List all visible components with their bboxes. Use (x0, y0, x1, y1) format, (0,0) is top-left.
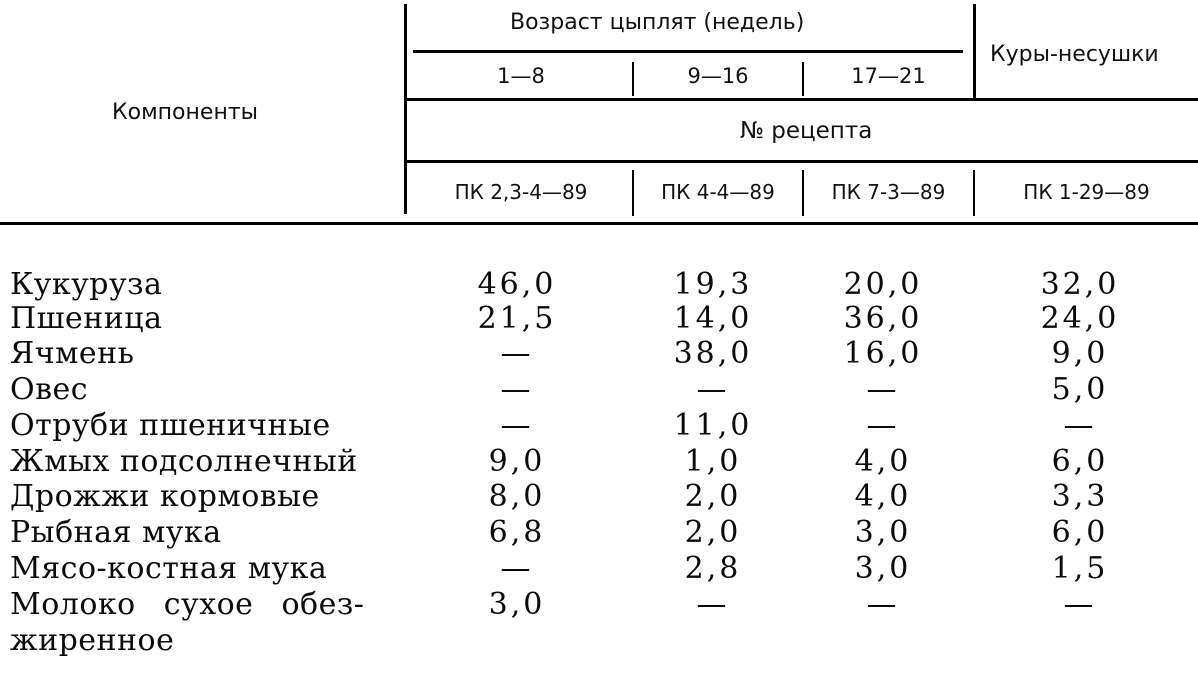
components-header: Компоненты (112, 100, 259, 125)
value-cell: — (696, 372, 730, 407)
table-row (0, 588, 1198, 622)
component-name: Отруби пшеничные (10, 408, 331, 443)
component-name: Молоко сухое обез- (10, 587, 365, 622)
value-cell: 14,0 (673, 301, 753, 336)
value-cell: 24,0 (1040, 301, 1120, 336)
value-cell: 3,0 (854, 551, 912, 586)
table-row (0, 552, 1198, 586)
value-cell: 6,8 (488, 515, 546, 550)
value-cell: 4,0 (854, 444, 912, 479)
recipe-label-header: № рецепта (740, 118, 873, 144)
value-cell: 38,0 (673, 336, 753, 371)
component-name: Жмых подсолнечный (10, 444, 358, 479)
table-row (0, 302, 1198, 336)
component-name: жиренное (10, 623, 175, 658)
header-bottom-rule (0, 222, 1198, 225)
value-cell: — (500, 408, 534, 443)
value-cell: — (866, 587, 900, 622)
table-row (0, 409, 1198, 443)
value-cell: 2,0 (684, 479, 742, 514)
age-3-header: 17—21 (851, 64, 926, 88)
value-cell: 36,0 (843, 301, 923, 336)
component-name: Дрожжи кормовые (10, 479, 320, 514)
table-row (0, 268, 1198, 302)
table-row (0, 624, 1198, 658)
value-cell: — (1063, 587, 1097, 622)
age-2-header: 9—16 (687, 64, 749, 88)
value-cell: 32,0 (1040, 267, 1120, 302)
value-cell: 20,0 (843, 267, 923, 302)
component-name: Мясо-костная мука (10, 551, 328, 586)
value-cell: — (500, 372, 534, 407)
value-cell: 9,0 (488, 444, 546, 479)
table-row (0, 480, 1198, 514)
value-cell: 46,0 (477, 267, 557, 302)
table-row (0, 337, 1198, 371)
value-cell: 3,3 (1051, 479, 1109, 514)
value-cell: 1,5 (1051, 551, 1109, 586)
value-cell: 2,0 (684, 515, 742, 550)
recipe-2-header: ПК 4-4—89 (661, 180, 775, 204)
value-cell: — (866, 372, 900, 407)
value-cell: — (1063, 408, 1097, 443)
value-cell: — (500, 551, 534, 586)
value-cell: 4,0 (854, 479, 912, 514)
ages-underline (407, 98, 1198, 101)
value-cell: 19,3 (673, 267, 753, 302)
table-row (0, 445, 1198, 479)
recipe-4-header: ПК 1-29—89 (1023, 180, 1150, 204)
value-cell: 2,8 (684, 551, 742, 586)
age-group-header: Возраст цыплят (недель) (510, 10, 805, 35)
value-cell: 6,0 (1051, 444, 1109, 479)
table-row (0, 516, 1198, 550)
value-cell: 6,0 (1051, 515, 1109, 550)
component-name: Овес (10, 372, 89, 407)
component-name: Ячмень (10, 336, 135, 371)
value-cell: 1,0 (684, 444, 742, 479)
value-cell: 16,0 (843, 336, 923, 371)
recipe-label-underline (407, 160, 1198, 163)
age-group-underline (413, 50, 963, 53)
value-cell: 3,0 (488, 587, 546, 622)
recipe-3-header: ПК 7-3—89 (831, 180, 946, 204)
recipe-1-header: ПК 2,3-4—89 (454, 180, 588, 204)
value-cell: — (866, 408, 900, 443)
value-cell: — (500, 336, 534, 371)
age-1-header: 1—8 (497, 64, 545, 88)
component-name: Рыбная мука (10, 515, 222, 550)
hens-header: Куры-несушки (990, 42, 1159, 67)
table-row (0, 373, 1198, 407)
component-name: Пшеница (10, 301, 163, 336)
value-cell: 11,0 (673, 408, 753, 443)
value-cell: — (696, 587, 730, 622)
value-cell: 8,0 (488, 479, 546, 514)
value-cell: 21,5 (477, 301, 557, 336)
header-hens-rule (973, 4, 976, 98)
value-cell: 3,0 (854, 515, 912, 550)
header-left-rule (404, 4, 407, 214)
value-cell: 5,0 (1051, 372, 1109, 407)
value-cell: 9,0 (1051, 336, 1109, 371)
component-name: Кукуруза (10, 267, 163, 302)
